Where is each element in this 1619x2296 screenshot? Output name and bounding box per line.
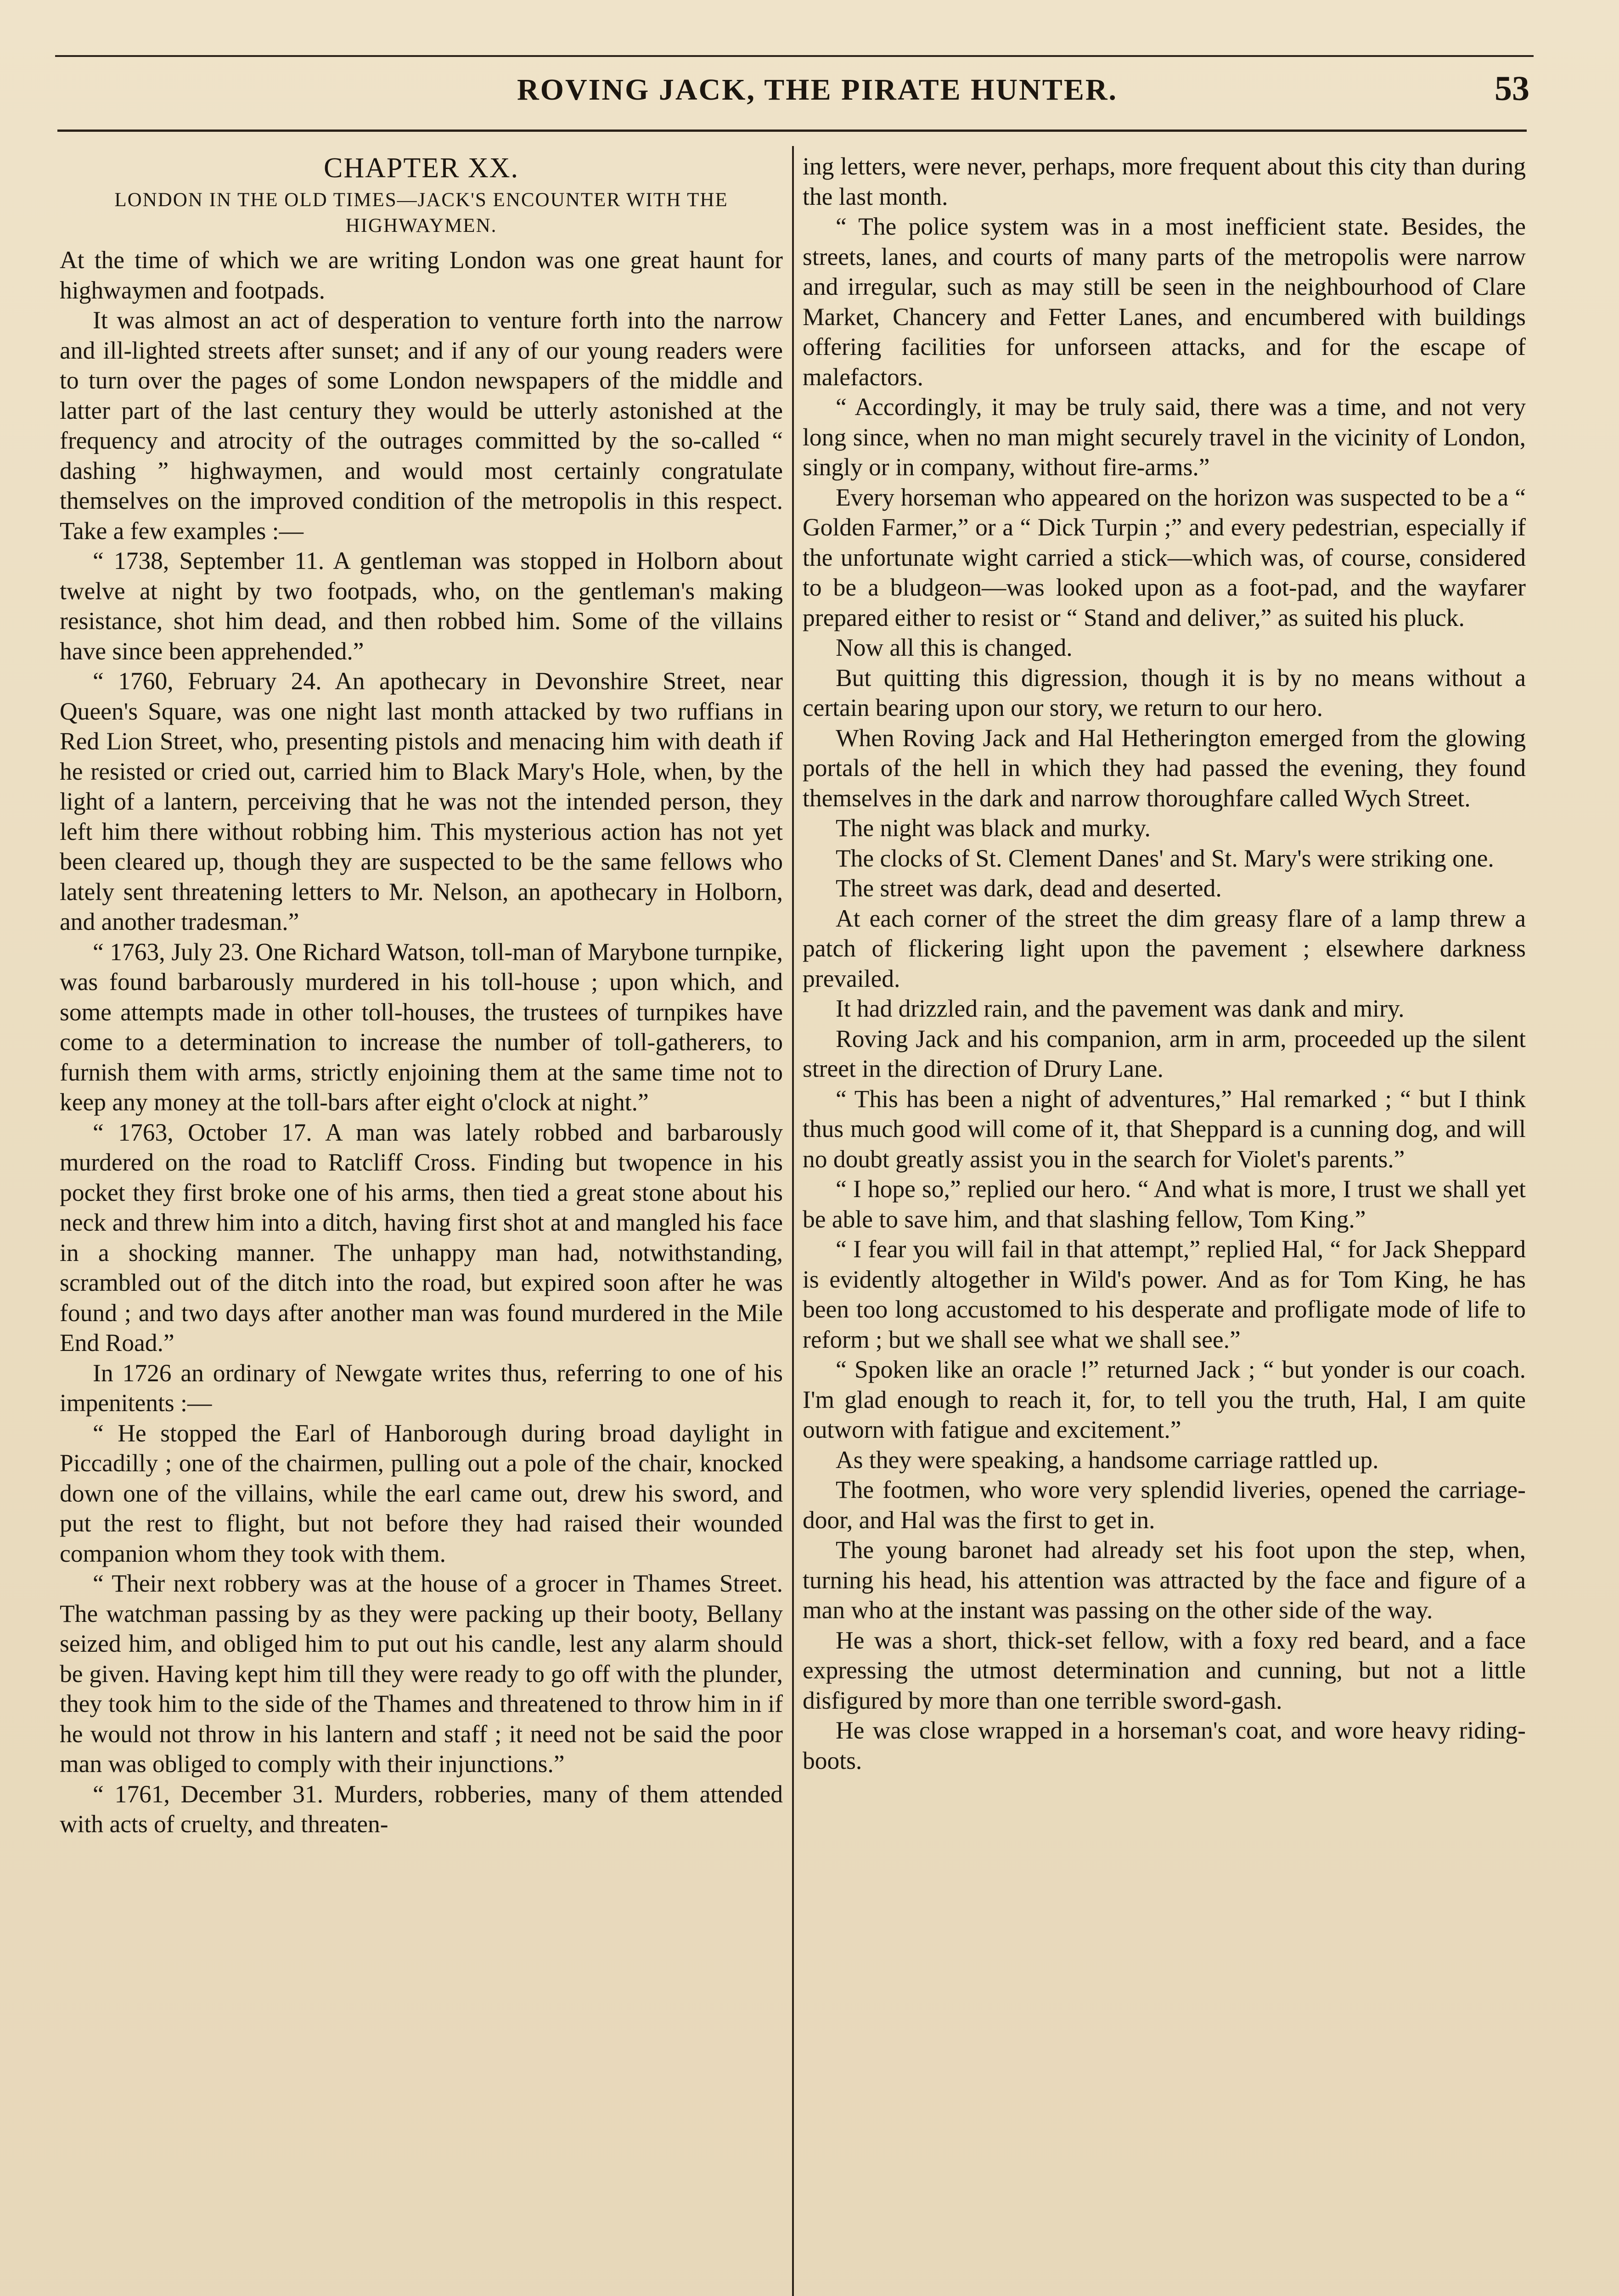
paragraph: When Roving Jack and Hal Hetherington emerged from the glowing portals of the hell in which they had passed the evening, they found themselves in the dark and narrow thoroughfare called Wych Street.: [803, 724, 1526, 812]
paragraph: He was close wrapped in a horseman's coat, and wore heavy riding-boots.: [803, 1716, 1526, 1774]
paragraph: But quitting this digression, though it is by no means without a certain bearing upon our story, we return to our hero.: [803, 664, 1526, 721]
paragraph: It had drizzled rain, and the pavement was dank and miry.: [836, 995, 1405, 1022]
paragraph: The footmen, who wore very splendid liveries, opened the carriage-door, and Hal was the first to get in.: [803, 1476, 1526, 1534]
paragraph: “ 1760, February 24. An apothecary in Devonshire Street, near Queen's Square, was one night last month attacked by two ruffians in Red Lion Street, who, presenting pistols and menacing him with death if he resisted or cried out, carried him to Black Mary's Hole, when, by the light of a lantern, perceiving that he was not the intended person, they left him there without robbing him. This mysterious action has not yet been cleared up, though they are suspected to be the same fellows who lately sent threatening letters to Mr. Nelson, an apothecary in Holborn, and another tradesman.”: [60, 667, 783, 935]
paragraph: At the time of which we are writing London was one great haunt for highwaymen and footpads.: [60, 246, 783, 304]
paragraph: “ 1738, September 11. A gentleman was stopped in Holborn about twelve at night by two footpads, who, on the gentleman's making resistance, shot him dead, and then robbed him. Some of the villains have since been apprehended.”: [60, 547, 783, 665]
paragraph: “ Spoken like an oracle !” returned Jack ; “ but yonder is our coach. I'm glad enough to reach it, for, to tell you the truth, Hal, I am quite outworn with fatigue and excitement.”: [803, 1356, 1526, 1443]
paragraph: “ Their next robbery was at the house of a grocer in Thames Street. The watchman passing by as they were packing up their booty, Bellany seized him, and obliged him to put out his candle, lest any alarm should be given. Having kept him till they were ready to go off with the plunder, they took him to the side of the Thames and threatened to throw him in if he would not throw in his lantern and staff ; it need not be said the poor man was obliged to comply with their injunctions.”: [60, 1570, 783, 1778]
paragraph: “ I fear you will fail in that attempt,” replied Hal, “ for Jack Sheppard is evidently altogether in Wild's power. And as for Tom King, he has been too long accustomed to his desperate and profligate mode of life to reform ; but we shall see what we shall see.”: [803, 1235, 1526, 1353]
paragraph: “ 1761, December 31. Murders, robberies, many of them attended with acts of cruelty, and threaten-: [60, 1780, 783, 1838]
left-column: [60, 152, 783, 1840]
paragraph: The night was black and murky.: [836, 814, 1151, 842]
paragraph: At each corner of the street the dim greasy flare of a lamp threw a patch of flickering light upon the pavement ; elsewhere darkness prevailed.: [803, 904, 1526, 992]
paragraph: “ Accordingly, it may be truly said, there was a time, and not very long since, when no man might securely travel in the vicinity of London, singly or in company, without fire-arms.”: [803, 393, 1526, 481]
paragraph: “ 1763, October 17. A man was lately robbed and barbarously murdered on the road to Ratcliff Cross. Finding but twopence in his pocket they first broke one of his arms, then tied a great stone about his neck and threw him into a ditch, having first shot at and mangled his face in a shocking manner. The unhappy man had, notwithstanding, scrambled out of the ditch into the road, but expired soon after he was found ; and two days after another man was found murdered in the Mile End Road.”: [60, 1118, 783, 1356]
right-column: [803, 152, 1526, 1776]
paragraph: The clocks of St. Clement Danes' and St. Mary's were striking one.: [836, 844, 1494, 872]
paragraph: “ I hope so,” replied our hero. “ And what is more, I trust we shall yet be able to save him, and that slashing fellow, Tom King.”: [803, 1175, 1526, 1233]
chapter-title: CHAPTER XX.: [323, 152, 519, 184]
paragraph: “ The police system was in a most inefficient state. Besides, the streets, lanes, and courts of many parts of the metropolis were narrow and irregular, such as may still be seen in the neighbourhood of Clare Market, Chancery and Fetter Lanes, and encumbered with buildings offering facilities for unforseen attacks, and for the escape of malefactors.: [803, 213, 1526, 391]
paragraph: He was a short, thick-set fellow, with a foxy red beard, and a face expressing the utmost determination and cunning, but not a little disfigured by more than one terrible sword-gash.: [803, 1626, 1526, 1714]
chapter-subtitle: LONDON IN THE OLD TIMES—JACK'S ENCOUNTER WITH THE HIGHWAYMEN.: [114, 189, 728, 236]
paragraph: “ 1763, July 23. One Richard Watson, toll-man of Marybone turnpike, was found barbarously murdered in his toll-house ; upon which, and some attempts made in other toll-houses, the trustees of turnpikes have come to a determination to increase the number of toll-gatherers, to furnish them with arms, strictly enjoining them at the same time not to keep any money at the toll-bars after eight o'clock at night.”: [60, 938, 783, 1116]
paragraph: The street was dark, dead and deserted.: [836, 874, 1222, 902]
top-border-rule: [55, 55, 1534, 57]
paragraph: The young baronet had already set his foot upon the step, when, turning his head, his attention was attracted by the face and figure of a man who at the instant was passing on the other side of the way.: [803, 1536, 1526, 1624]
running-title: ROVING JACK, THE PIRATE HUNTER.: [517, 73, 1118, 107]
paragraph: Roving Jack and his companion, arm in arm, proceeded up the silent street in the direction of Drury Lane.: [803, 1024, 1526, 1082]
page-number: 53: [1495, 69, 1529, 108]
paragraph: As they were speaking, a handsome carriage rattled up.: [836, 1446, 1379, 1474]
header-rule: [57, 129, 1527, 132]
paragraph: It was almost an act of desperation to venture forth into the narrow and ill-lighted streets after sunset; and if any of our young readers were to turn over the pages of some London newspapers of the middle and latter part of the last century they would be utterly astonished at the frequency and atrocity of the outrages committed by the so-called “ dashing ” highwaymen, and would most certainly congratulate themselves on the improved condition of the metropolis in this respect. Take a few examples :—: [60, 306, 783, 545]
paragraph: In 1726 an ordinary of Newgate writes thus, referring to one of his impenitents :—: [60, 1359, 783, 1417]
paragraph: “ He stopped the Earl of Hanborough during broad daylight in Piccadilly ; one of the chairmen, pulling out a pole of the chair, knocked down one of the villains, while the earl came out, drew his sword, and put the rest to flight, but not before they had raised their wounded companion whom they took with them.: [60, 1419, 783, 1567]
paragraph: “ This has been a night of adventures,” Hal remarked ; “ but I think thus much good will come of it, that Sheppard is a cunning dog, and will no doubt greatly assist you in the search for Violet's parents.”: [803, 1085, 1526, 1173]
column-divider: [792, 146, 794, 2296]
paragraph: Now all this is changed.: [836, 634, 1073, 661]
paragraph: Every horseman who appeared on the horizon was suspected to be a “ Golden Farmer,” or a “ Dick Turpin ;” and every pedestrian, especially if the unfortunate wight carried a stick—which was, of course, considered to be a bludgeon—was looked upon as a foot-pad, and the wayfarer prepared either to resist or “ Stand and deliver,” as suited his pluck.: [803, 483, 1526, 631]
paragraph: ing letters, were never, perhaps, more frequent about this city than during the last month.: [803, 152, 1526, 210]
